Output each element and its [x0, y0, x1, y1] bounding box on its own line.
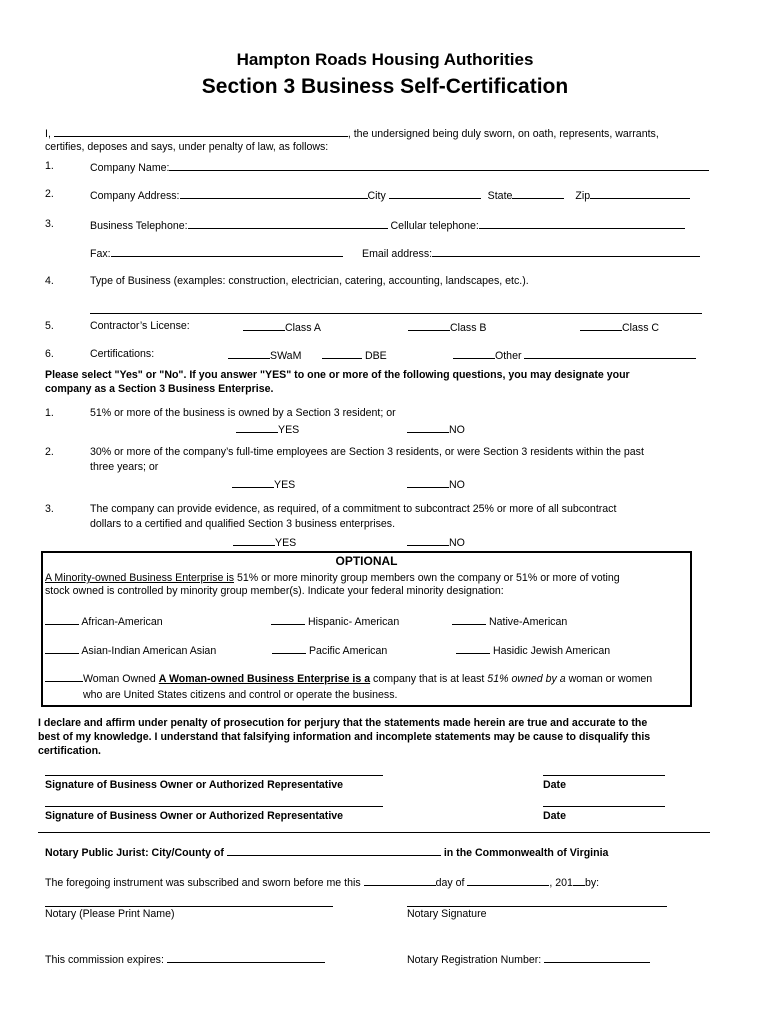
woman-definition-lead: A Woman-owned Business Enterprise is a [158, 673, 371, 685]
woman-owned-label: Woman Owned [83, 673, 159, 685]
date-1-field[interactable] [543, 775, 665, 776]
q2-yes-field[interactable] [232, 477, 274, 488]
instructions-line-2: company as a Section 3 Business Enterprise. [45, 383, 274, 395]
item-number: 6. [45, 348, 54, 360]
declaration-line-2: best of my knowledge. I understand that falsifying information and incomplete statements may be cause to disqualify this [38, 731, 651, 743]
intro-prefix: I, [45, 128, 51, 140]
yes-label: YES [278, 424, 300, 436]
date-2-label: Date [543, 810, 566, 822]
declaration-line-3: certification. [38, 745, 101, 757]
date-1-label: Date [543, 779, 566, 791]
other-check-field[interactable] [453, 348, 495, 359]
question-number: 1. [45, 407, 54, 419]
pacific-american-field[interactable] [272, 643, 306, 654]
item-number: 1. [45, 160, 54, 172]
company-address-label: Company Address: [90, 190, 180, 202]
intro-line-1 [45, 126, 659, 140]
q1-yes [236, 422, 299, 436]
company-address-row [90, 188, 690, 202]
commission-expires-label: This commission expires: [45, 954, 167, 966]
dbe-label: DBE [364, 350, 387, 362]
african-american-label: African-American [81, 616, 163, 628]
question-number: 2. [45, 446, 54, 458]
asian-indian-field[interactable] [45, 643, 79, 654]
intro-line-2: certifies, deposes and says, under penalty of law, as follows: [45, 141, 329, 153]
business-phone-label: Business Telephone: [90, 220, 188, 232]
sworn-day-field[interactable] [364, 875, 436, 886]
city-field[interactable] [389, 188, 481, 199]
minority-definition-rest: 51% or more minority group members own the company or 51% or more of voting [234, 572, 620, 584]
other-label: Other [495, 350, 522, 362]
notary-signature-label: Notary Signature [407, 908, 487, 920]
sworn-year-field[interactable] [573, 875, 585, 886]
declaration-line-1: I declare and affirm under penalty of prosecution for perjury that the statements made herein are true and accurate to the [38, 717, 648, 729]
declarant-name-field[interactable] [54, 126, 348, 137]
native-american-field[interactable] [452, 614, 486, 625]
woman-definition-italic: 51% owned by a [487, 673, 566, 685]
woman-owned-row [45, 671, 652, 685]
no-label: NO [449, 537, 465, 549]
woman-definition-line-2: who are United States citizens and control or operate the business. [83, 689, 398, 701]
minority-definition-lead: A Minority-owned Business Enterprise is [45, 572, 235, 584]
signature-1-label: Signature of Business Owner or Authorized Representative [45, 779, 344, 791]
item-number: 5. [45, 320, 54, 332]
notary-jurist-row [45, 845, 608, 859]
question-1-text: 51% or more of the business is owned by a Section 3 resident; or [90, 407, 396, 419]
woman-definition-end: woman or women [565, 673, 653, 685]
registration-number-label: Notary Registration Number: [407, 954, 545, 966]
q3-yes-field[interactable] [233, 535, 275, 546]
class-b-option [408, 320, 487, 334]
notary-print-name-label: Notary (Please Print Name) [45, 908, 175, 920]
signature-2-label: Signature of Business Owner or Authorized Representative [45, 810, 344, 822]
notary-print-name-field[interactable] [45, 906, 333, 907]
native-american-option [452, 614, 567, 628]
native-american-label: Native-American [488, 616, 568, 628]
zip-label: Zip [575, 190, 591, 202]
city-county-field[interactable] [227, 845, 441, 856]
question-2-text-1: 30% or more of the company’s full-time employees are Section 3 residents, or were Section 3 residents within the past [90, 446, 644, 458]
sworn-month-field[interactable] [467, 875, 549, 886]
form-title: Section 3 Business Self-Certification [201, 75, 569, 98]
no-label: NO [449, 424, 465, 436]
swam-label: SWaM [270, 350, 302, 362]
hasidic-jewish-field[interactable] [456, 643, 490, 654]
other-text-field[interactable] [524, 348, 696, 359]
african-american-option [45, 614, 163, 628]
other-option [453, 348, 696, 362]
q1-yes-field[interactable] [236, 422, 278, 433]
minority-definition-line-2: stock owned is controlled by minority group member(s). Indicate your federal minority designation: [45, 585, 504, 597]
sworn-row [45, 875, 599, 889]
jurist-prefix: Notary Public Jurist: City/County of [45, 847, 227, 859]
minority-definition-line-1 [45, 572, 620, 584]
company-name-label: Company Name: [90, 162, 170, 174]
class-b-label: Class B [450, 322, 487, 334]
hasidic-jewish-label: Hasidic Jewish American [492, 645, 611, 657]
class-c-field[interactable] [580, 320, 622, 331]
pacific-american-label: Pacific American [308, 645, 388, 657]
registration-number-field[interactable] [544, 952, 650, 963]
sworn-text-c: , 201 [549, 877, 573, 889]
class-b-field[interactable] [408, 320, 450, 331]
item-number: 4. [45, 275, 54, 287]
q3-yes [233, 535, 296, 549]
type-of-business-label: Type of Business (examples: construction, electrician, catering, accounting, landscapes, etc.). [90, 275, 529, 287]
state-field[interactable] [512, 188, 564, 199]
fax-label: Fax: [90, 248, 111, 260]
type-of-business-field[interactable] [90, 313, 702, 314]
class-a-option [243, 320, 321, 334]
dbe-field[interactable] [322, 348, 362, 359]
q1-no-field[interactable] [407, 422, 449, 433]
sworn-text-b: day of [435, 877, 468, 889]
q2-no-field[interactable] [407, 477, 449, 488]
woman-owned-field[interactable] [45, 671, 83, 682]
class-c-label: Class C [622, 322, 660, 334]
question-2-text-2: three years; or [90, 461, 159, 473]
signature-2-field[interactable] [45, 806, 383, 807]
cell-phone-field[interactable] [479, 218, 685, 229]
business-phone-field[interactable] [188, 218, 388, 229]
signature-1-field[interactable] [45, 775, 383, 776]
sworn-text-d: by: [584, 877, 600, 889]
notary-signature-field[interactable] [407, 906, 667, 907]
instructions-line-1: Please select "Yes" or "No". If you answer "YES" to one or more of the following questions, you may designate your [45, 369, 630, 381]
contractor-license-label: Contractor’s License: [90, 320, 190, 332]
hispanic-american-option [271, 614, 399, 628]
company-name-field[interactable] [169, 160, 709, 171]
email-row [362, 246, 700, 260]
hispanic-american-label: Hispanic- American [307, 616, 400, 628]
q2-no [407, 477, 465, 491]
hasidic-jewish-option [456, 643, 610, 657]
class-c-option [580, 320, 659, 334]
hispanic-american-field[interactable] [271, 614, 305, 625]
question-3-text-2: dollars to a certified and qualified Section 3 business enterprises. [90, 518, 396, 530]
class-a-field[interactable] [243, 320, 285, 331]
optional-heading: OPTIONAL [335, 554, 398, 568]
swam-option [228, 348, 301, 362]
commission-expires-row [45, 952, 325, 966]
state-label: State [487, 190, 513, 202]
q3-no [407, 535, 465, 549]
company-name-row [90, 160, 709, 174]
item-number: 2. [45, 188, 54, 200]
notary-divider [38, 832, 710, 833]
item-number: 3. [45, 218, 54, 230]
commission-expires-field[interactable] [167, 952, 325, 963]
fax-row [90, 246, 343, 260]
email-label: Email address: [362, 248, 433, 260]
sworn-text-a: The foregoing instrument was subscribed and sworn before me this [45, 877, 364, 889]
intro-rest: , the undersigned being duly sworn, on oath, represents, warrants, [347, 128, 659, 140]
registration-number-row [407, 952, 650, 966]
certifications-label: Certifications: [90, 348, 155, 360]
phone-row [90, 218, 685, 232]
date-2-field[interactable] [543, 806, 665, 807]
asian-indian-label: Asian-Indian American Asian [81, 645, 217, 657]
yes-label: YES [275, 537, 297, 549]
woman-definition-mid: company that is at least [370, 673, 488, 685]
jurist-suffix: in the Commonwealth of Virginia [440, 847, 609, 859]
question-3-text-1: The company can provide evidence, as required, of a commitment to subcontract 25% or more of all subcontract [90, 503, 617, 515]
q2-yes [232, 477, 295, 491]
yes-label: YES [274, 479, 296, 491]
email-field[interactable] [432, 246, 700, 257]
cell-phone-label: Cellular telephone: [390, 220, 479, 232]
asian-indian-option [45, 643, 216, 657]
swam-field[interactable] [228, 348, 270, 359]
q1-no [407, 422, 465, 436]
class-a-label: Class A [285, 322, 321, 334]
pacific-american-option [272, 643, 387, 657]
african-american-field[interactable] [45, 614, 79, 625]
org-name: Hampton Roads Housing Authorities [236, 50, 534, 69]
q3-no-field[interactable] [407, 535, 449, 546]
fax-field[interactable] [111, 246, 343, 257]
zip-field[interactable] [590, 188, 690, 199]
question-number: 3. [45, 503, 54, 515]
dbe-option [322, 348, 387, 362]
no-label: NO [449, 479, 465, 491]
city-label: City [367, 190, 386, 202]
company-address-field[interactable] [180, 188, 368, 199]
